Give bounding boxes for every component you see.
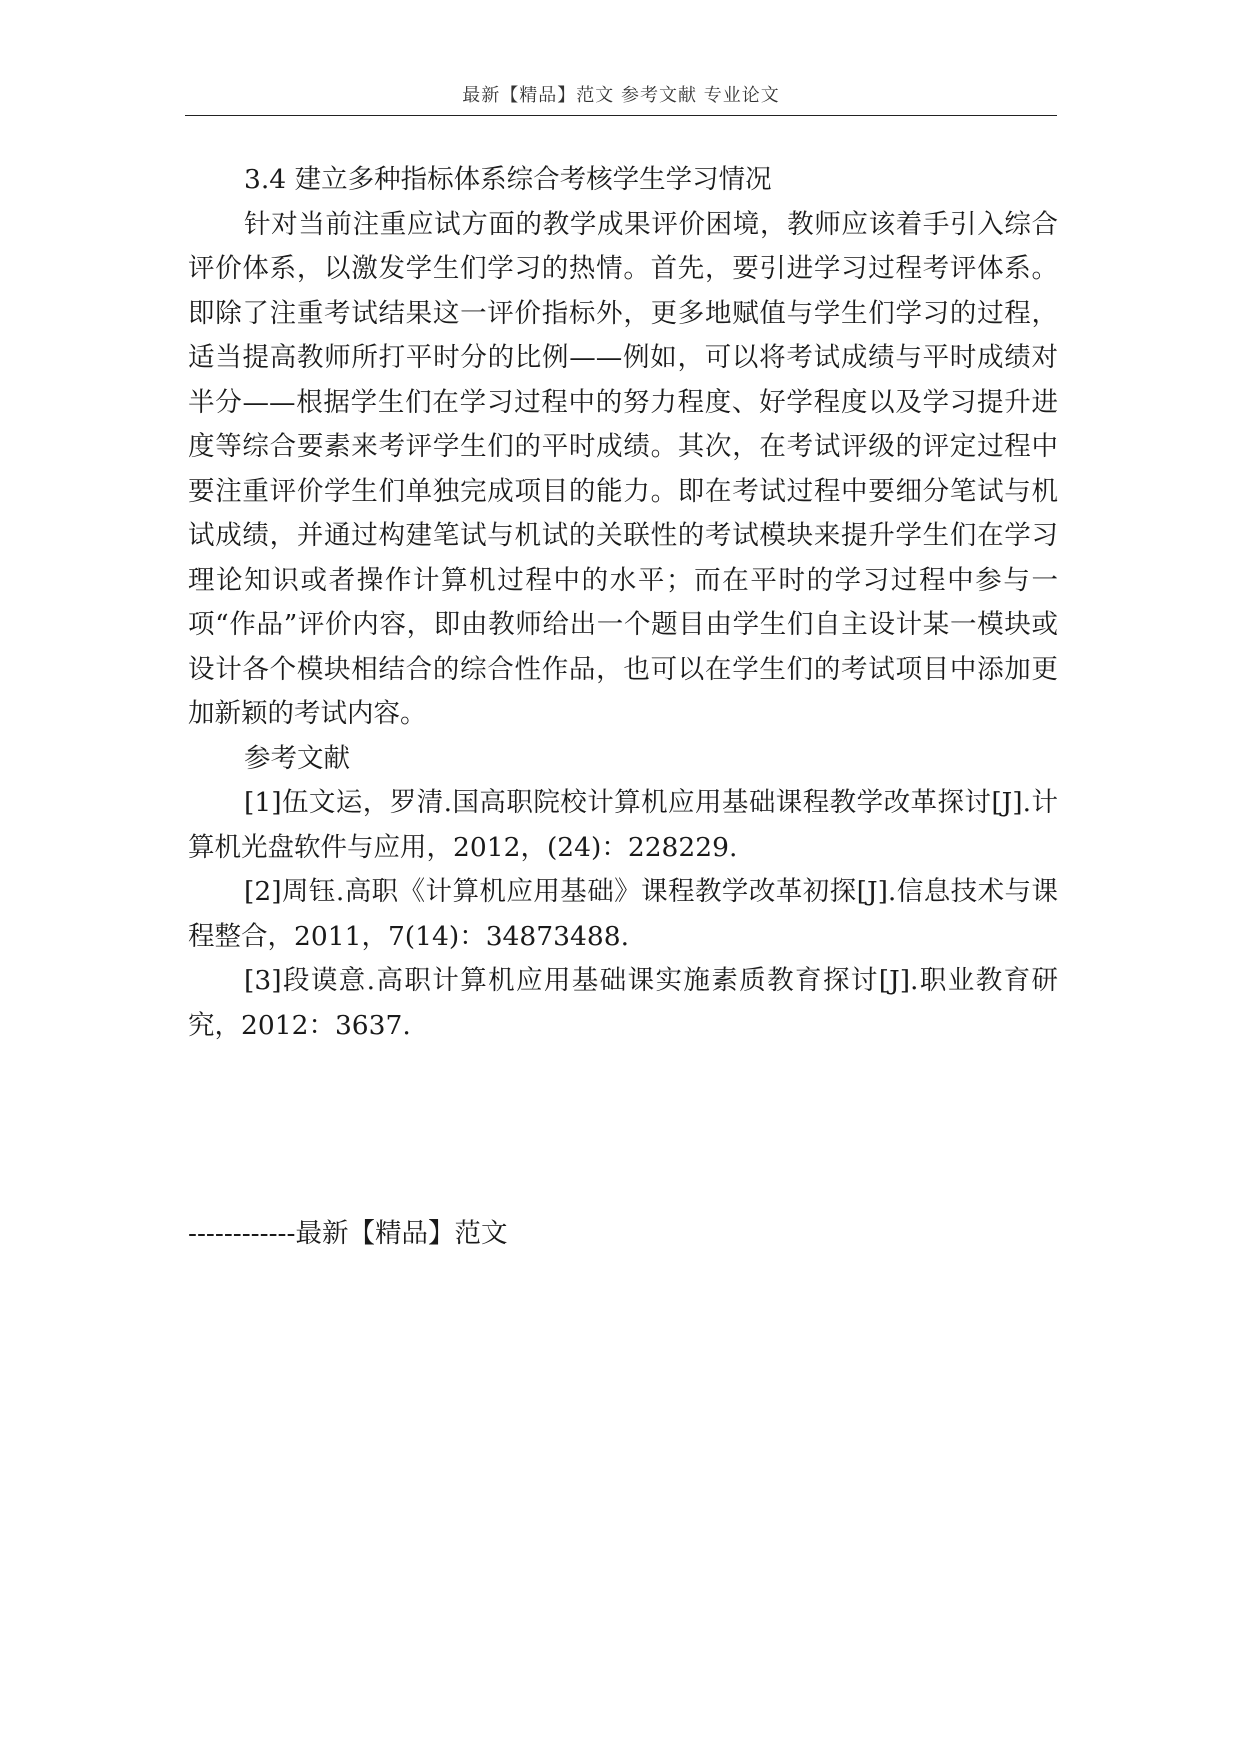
- section-heading: 3.4 建立多种指标体系综合考核学生学习情况: [244, 164, 772, 195]
- header-divider: [185, 115, 1057, 116]
- reference-item: [1]伍文运，罗清.国高职院校计算机应用基础课程教学改革探讨[J].计算机光盘软件与应用，2012，(24)：228229.: [188, 787, 1058, 863]
- section-paragraph: 针对当前注重应试方面的教学成果评价困境，教师应该着手引入综合评价体系，以激发学生们学习的热情。首先，要引进学习过程考评体系。即除了注重考试结果这一评价指标外，更多地赋值与学生们学习的过程，适当提高教师所打平时分的比例——例如，可以将考试成绩与平时成绩对半分——根据学生们在学习过程中的努力程度、好学程度以及学习提升进度等综合要素来考评学生们的平时成绩。其次，在考试评级的评定过程中要注重评价学生们单独完成项目的能力。即在考试过程中要细分笔试与机试成绩，并通过构建笔试与机试的关联性的考试模块来提升学生们在学习理论知识或者操作计算机过程中的水平；而在平时的学习过程中参与一项“作品”评价内容，即由教师给出一个题目由学生们自主设计某一模块或设计各个模块相结合的综合性作品，也可以在学生们的考试项目中添加更加新颖的考试内容。: [188, 208, 1058, 729]
- references-heading: 参考文献: [244, 742, 350, 774]
- document-body: [188, 158, 1058, 1048]
- reference-item: [3]段谟意.高职计算机应用基础课实施素质教育探讨[J].职业教育研究，2012：3637.: [188, 965, 1058, 1041]
- reference-item: [2]周钰.高职《计算机应用基础》课程教学改革初探[J].信息技术与课程整合，2011，7(14)：34873488.: [188, 876, 1058, 952]
- running-header: 最新【精品】范文 参考文献 专业论文: [462, 85, 780, 106]
- footer-watermark-text: ------------最新【精品】范文: [188, 1218, 508, 1249]
